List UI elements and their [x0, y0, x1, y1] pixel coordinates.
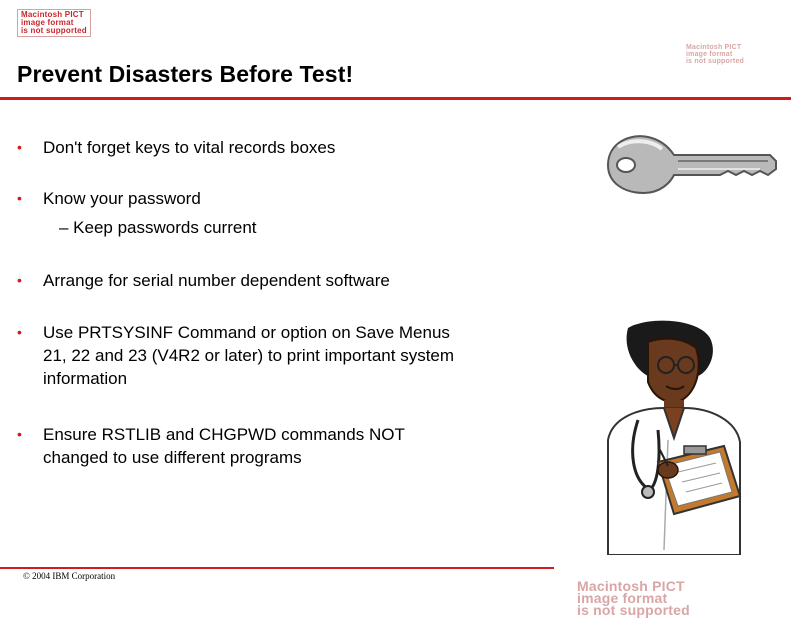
- bullet-item: [17, 187, 487, 239]
- key-icon: [600, 125, 780, 205]
- pict-placeholder-top-left: [17, 9, 91, 37]
- bullet-text: Ensure RSTLIB and CHGPWD commands NOT changed to use different programs: [43, 425, 405, 467]
- bullet-item: [17, 423, 487, 469]
- bullet-marker: •: [17, 324, 22, 340]
- sub-bullet-text: – Keep passwords current: [59, 218, 257, 237]
- pict-line: is not supported: [577, 602, 690, 618]
- copyright-text: © 2004 IBM Corporation: [23, 571, 116, 581]
- footer-rule: [0, 567, 554, 569]
- bullet-marker: •: [17, 426, 22, 442]
- slide-title: Prevent Disasters Before Test!: [17, 61, 354, 87]
- pict-placeholder-top-right: [686, 44, 744, 65]
- pict-line: is not supported: [21, 26, 87, 35]
- pict-placeholder-bottom-right: [577, 580, 690, 616]
- bullet-item: [17, 321, 487, 390]
- pict-line: Macintosh PICT: [577, 578, 685, 594]
- pict-line: image format: [686, 51, 733, 58]
- pict-line: is not supported: [686, 58, 745, 65]
- pict-line: Macintosh PICT: [686, 44, 742, 51]
- bullet-text: Don't forget keys to vital records boxes: [43, 138, 336, 157]
- bullet-text: Know your password: [43, 189, 201, 208]
- title-rule: [0, 97, 791, 100]
- bullet-item: [17, 136, 487, 159]
- pict-line: image format: [577, 590, 668, 606]
- bullet-marker: •: [17, 190, 22, 206]
- bullet-text: Arrange for serial number dependent software: [43, 271, 390, 290]
- bullet-text: Use PRTSYSINF Command or option on Save Menus 21, 22 and 23 (V4R2 or later) to print important system information: [43, 323, 455, 388]
- bullet-marker: •: [17, 139, 22, 155]
- bullet-item: [17, 269, 487, 292]
- pict-line: image format: [21, 18, 74, 27]
- doctor-clipart: [598, 320, 748, 555]
- pict-line: Macintosh PICT: [21, 10, 84, 19]
- bullet-marker: •: [17, 272, 22, 288]
